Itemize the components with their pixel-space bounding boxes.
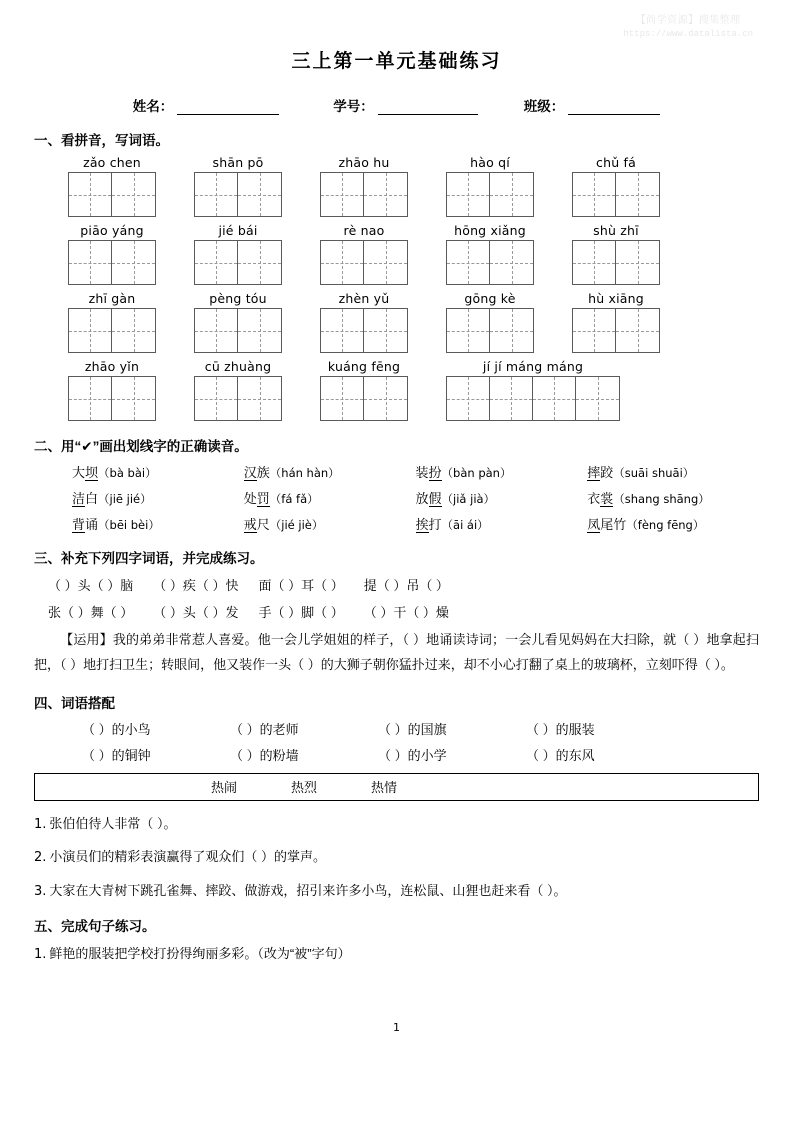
pinyin-word-item (320, 359, 408, 421)
pinyin-options[interactable]: （bàn pàn） (441, 466, 512, 480)
reading-choice-item[interactable] (416, 488, 588, 507)
pinyin-options[interactable]: （jiē jié） (98, 492, 152, 506)
word-bank-box (34, 773, 759, 801)
pinyin-row (34, 155, 759, 217)
tianzige-grid[interactable] (572, 172, 660, 217)
idiom-item[interactable]: （ ）干（ ）燥 (363, 605, 449, 620)
section-3-heading: 三、补充下列四字词语，并完成练习。 (34, 551, 264, 566)
word-prefix: 大 (72, 465, 86, 480)
word-suffix: 诵 (85, 517, 99, 532)
tianzige-cell[interactable] (364, 377, 407, 420)
pinyin-text: jí jí máng máng (482, 359, 584, 374)
tianzige-cell[interactable] (69, 377, 112, 420)
tianzige-grid[interactable] (572, 240, 660, 285)
pinyin-options[interactable]: （bēi bèi） (98, 518, 160, 532)
tianzige-grid[interactable] (572, 308, 660, 353)
tianzige-grid[interactable] (320, 240, 408, 285)
tianzige-cell[interactable] (238, 173, 281, 216)
tianzige-cell[interactable] (321, 241, 364, 284)
reading-choice-item[interactable] (244, 488, 416, 507)
tianzige-cell[interactable] (112, 377, 155, 420)
pinyin-options[interactable]: （fá fǎ） (269, 492, 319, 506)
word-prefix: 处 (243, 491, 257, 506)
section-4-heading: 四、词语搭配 (34, 695, 115, 711)
reading-choice-item[interactable] (72, 462, 244, 481)
pinyin-text: zhāo hu (338, 155, 390, 170)
tianzige-cell[interactable] (490, 241, 533, 284)
word-prefix: 衣 (587, 491, 601, 506)
tianzige-cell[interactable] (112, 173, 155, 216)
collocation-exercise (34, 719, 759, 764)
reading-choice-item[interactable] (587, 462, 759, 481)
pinyin-options[interactable]: （bà bài） (98, 466, 157, 480)
tianzige-cell[interactable] (490, 173, 533, 216)
underlined-character: 罚 (256, 491, 270, 506)
word-suffix: 跤 (600, 465, 614, 480)
section-4-question (34, 814, 759, 835)
pinyin-word-item (572, 223, 660, 285)
underlined-character: 背 (72, 517, 86, 532)
pinyin-text: chǔ fá (596, 155, 636, 170)
tianzige-cell[interactable] (195, 241, 238, 284)
tianzige-cell[interactable] (238, 241, 281, 284)
collocation-item[interactable]: （ ）的铜钟 (82, 747, 151, 763)
tianzige-cell[interactable] (447, 309, 490, 352)
pinyin-word-item (194, 291, 282, 353)
collocation-item[interactable]: （ ）的老师 (230, 721, 299, 737)
underlined-character: 挨 (415, 517, 429, 532)
underlined-character: 假 (428, 491, 442, 506)
pinyin-options[interactable]: （jié jiè） (269, 518, 324, 532)
tianzige-cell[interactable] (112, 309, 155, 352)
collocation-item[interactable]: （ ）的小学 (378, 747, 447, 763)
tianzige-cell[interactable] (69, 309, 112, 352)
pinyin-options[interactable]: （fèng fēng） (626, 518, 705, 532)
checkmark-icon: ✔ (81, 439, 93, 455)
reading-choice-item[interactable] (72, 514, 244, 533)
pinyin-text: zhī gàn (88, 291, 136, 306)
pinyin-word-item (320, 155, 408, 217)
pinyin-word-item (194, 359, 282, 421)
question-text: 大家在大青树下跳孔雀舞、摔跤、做游戏，招引来许多小鸟，连松鼠、山狸也赶来看（ ）。 (49, 882, 567, 898)
tianzige-cell[interactable] (490, 309, 533, 352)
tianzige-cell[interactable] (490, 377, 533, 420)
pinyin-options[interactable]: （hán hàn） (269, 466, 340, 480)
collocation-item[interactable]: （ ）的国旗 (378, 721, 447, 737)
pinyin-text: zhāo yǐn (84, 359, 140, 374)
tianzige-grid[interactable] (68, 376, 156, 421)
pinyin-text: jié bái (218, 223, 258, 238)
section-2-heading-pre: 二、用“ (34, 439, 82, 454)
idiom-item[interactable]: 手（ ）脚（ ） (258, 605, 344, 620)
watermark-url: https://www.datalista.cn (623, 28, 753, 39)
word-bank-item: 热情 (371, 780, 398, 796)
collocation-item[interactable]: （ ）的服装 (526, 721, 595, 737)
word-suffix: 打 (428, 517, 442, 532)
idiom-item[interactable]: 张（ ）舞（ ） (48, 605, 134, 620)
watermark-title: 【尚学资源】搜集整理 (635, 15, 741, 26)
pinyin-options[interactable]: （āi ái） (441, 518, 489, 532)
underlined-character: 坝 (85, 465, 99, 480)
idiom-item[interactable]: 提（ ）吊（ ） (363, 578, 449, 593)
tianzige-cell[interactable] (576, 377, 619, 420)
pinyin-text: cū zhuàng (204, 359, 272, 374)
word-suffix: 尺 (256, 517, 270, 532)
pinyin-word-item (572, 291, 660, 353)
question-text: 张伯伯待人非常（ ）。 (49, 815, 177, 831)
word-suffix: 白 (85, 491, 99, 506)
word-bank-item: 热闹 (211, 780, 238, 796)
word-suffix: 尾竹 (600, 517, 627, 532)
underlined-character: 洁 (72, 491, 86, 506)
pinyin-word-item (320, 223, 408, 285)
idiom-item[interactable]: （ ）头（ ）发 (153, 605, 239, 620)
pinyin-text: pèng tóu (209, 291, 267, 306)
pinyin-word-item (446, 155, 534, 217)
reading-choice-item[interactable] (587, 488, 759, 507)
tianzige-cell[interactable] (195, 173, 238, 216)
question-text: 小演员们的精彩表演赢得了观众们（ ）的掌声。 (49, 849, 327, 865)
tianzige-cell[interactable] (447, 241, 490, 284)
pinyin-word-item (68, 359, 156, 421)
tianzige-grid[interactable] (446, 308, 534, 353)
reading-choice-item[interactable] (244, 514, 416, 533)
pinyin-text: hōng xiǎng (454, 223, 526, 238)
tianzige-grid[interactable] (194, 308, 282, 353)
pinyin-options[interactable]: （shang shāng） (613, 492, 710, 506)
collocation-item[interactable]: （ ）的东风 (526, 747, 595, 763)
word-suffix: 族 (256, 465, 270, 480)
tianzige-cell[interactable] (447, 173, 490, 216)
pinyin-word-item (446, 359, 620, 421)
tianzige-cell[interactable] (573, 241, 616, 284)
student-no-field[interactable] (333, 95, 478, 115)
class-label: 班级： (523, 99, 565, 114)
question-text: 鲜艳的服装把学校打扮得绚丽多彩。（改为“被”字句） (49, 946, 351, 962)
underlined-character: 摔 (587, 465, 601, 480)
reading-choice-row (34, 488, 759, 507)
tianzige-cell[interactable] (616, 241, 659, 284)
pinyin-row (34, 291, 759, 353)
question-number: 2. (34, 850, 47, 866)
page-title: 三上第一单元基础练习 (291, 51, 502, 72)
pinyin-text: hào qí (470, 155, 510, 170)
tianzige-cell[interactable] (238, 377, 281, 420)
tianzige-cell[interactable] (364, 241, 407, 284)
reading-choice-row (34, 462, 759, 481)
idiom-item[interactable]: 面（ ）耳（ ） (258, 578, 344, 593)
name-field[interactable] (133, 95, 280, 115)
tianzige-cell[interactable] (69, 173, 112, 216)
pinyin-text: zhèn yǔ (338, 291, 390, 306)
tianzige-grid[interactable] (320, 376, 408, 421)
tianzige-cell[interactable] (69, 241, 112, 284)
question-number: 3. (34, 883, 47, 899)
student-no-blank[interactable] (378, 101, 478, 115)
pinyin-word-item (320, 291, 408, 353)
tianzige-cell[interactable] (112, 241, 155, 284)
name-blank[interactable] (177, 101, 279, 115)
pinyin-row (34, 223, 759, 285)
idiom-row (34, 575, 759, 594)
tianzige-grid[interactable] (446, 240, 534, 285)
tianzige-cell[interactable] (321, 173, 364, 216)
word-prefix: 装 (415, 465, 429, 480)
student-id-line (34, 95, 759, 115)
idiom-item[interactable]: （ ）疾（ ）快 (153, 578, 239, 593)
pinyin-text: shù zhī (593, 223, 639, 238)
tianzige-grid[interactable] (320, 172, 408, 217)
class-field[interactable] (524, 95, 661, 115)
underlined-character: 裳 (600, 491, 614, 506)
pinyin-word-item (446, 291, 534, 353)
pinyin-word-item (572, 155, 660, 217)
pinyin-word-item (68, 223, 156, 285)
tianzige-grid[interactable] (68, 240, 156, 285)
pinyin-word-item (194, 223, 282, 285)
collocation-row (34, 719, 759, 738)
idiom-exercise (34, 575, 759, 621)
section-1-heading: 一、看拼音，写词语。 (34, 133, 169, 148)
pinyin-row (34, 359, 759, 421)
collocation-row (34, 745, 759, 764)
tianzige-grid[interactable] (194, 172, 282, 217)
tianzige-grid[interactable] (68, 308, 156, 353)
question-number: 1. (34, 816, 47, 832)
collocation-item[interactable]: （ ）的小鸟 (82, 721, 151, 737)
reading-choice-item[interactable] (244, 462, 416, 481)
reading-choice-exercise (34, 462, 759, 533)
tianzige-cell[interactable] (573, 173, 616, 216)
reading-choice-item[interactable] (587, 514, 759, 533)
tianzige-cell[interactable] (364, 309, 407, 352)
pinyin-word-item (446, 223, 534, 285)
tianzige-grid[interactable] (446, 172, 534, 217)
reading-choice-item[interactable] (416, 462, 588, 481)
pinyin-word-item (68, 155, 156, 217)
pinyin-text: hù xiāng (588, 291, 644, 306)
pinyin-text: rè nao (343, 223, 385, 238)
watermark (623, 14, 753, 40)
section-4-question (34, 847, 759, 868)
reading-choice-item[interactable] (416, 514, 588, 533)
student-no-label: 学号： (333, 99, 374, 114)
underlined-character: 凤 (587, 517, 601, 532)
tianzige-grid[interactable] (68, 172, 156, 217)
name-label: 姓名： (132, 99, 174, 114)
tianzige-cell[interactable] (195, 309, 238, 352)
pinyin-text: shān pō (212, 155, 264, 170)
reading-choice-row (34, 514, 759, 533)
underlined-character: 扮 (428, 465, 442, 480)
collocation-item[interactable]: （ ）的粉墙 (230, 747, 299, 763)
tianzige-cell[interactable] (573, 309, 616, 352)
page-number: 1 (393, 1021, 400, 1034)
pinyin-exercise (34, 155, 759, 421)
pinyin-options[interactable]: （jiǎ jià） (441, 492, 496, 506)
tianzige-cell[interactable] (447, 377, 490, 420)
tianzige-cell[interactable] (616, 173, 659, 216)
section-5-heading: 五、完成句子练习。 (34, 919, 156, 935)
word-bank-item: 热烈 (291, 780, 318, 796)
idiom-row (34, 602, 759, 621)
tianzige-grid[interactable] (320, 308, 408, 353)
apply-text: 我的弟弟非常惹人喜爱。他一会儿学姐姐的样子，（ ）地诵读诗词；一会儿看见妈妈在大扫除，就（ ）地拿起扫把，（ ）地打扫卫生；转眼间，他又装作一头（ ）的大狮子朝你猛扑过来，却不小心打翻了桌上的玻璃杯，立刻吓得（ ）。 (34, 632, 759, 673)
pinyin-options[interactable]: （suāi shuāi） (613, 466, 695, 480)
class-blank[interactable] (568, 101, 660, 115)
tianzige-grid[interactable] (194, 376, 282, 421)
underlined-character: 戒 (243, 517, 257, 532)
tianzige-cell[interactable] (533, 377, 576, 420)
tianzige-cell[interactable] (364, 173, 407, 216)
tianzige-cell[interactable] (616, 309, 659, 352)
underlined-character: 汉 (243, 465, 257, 480)
tianzige-cell[interactable] (321, 377, 364, 420)
section-5-question (34, 944, 759, 965)
pinyin-word-item (68, 291, 156, 353)
word-prefix: 放 (415, 491, 429, 506)
pinyin-text: kuáng fēng (327, 359, 401, 374)
section-4-question (34, 881, 759, 902)
pinyin-word-item (194, 155, 282, 217)
tianzige-cell[interactable] (238, 309, 281, 352)
tianzige-grid[interactable] (194, 240, 282, 285)
question-number: 1. (34, 947, 47, 963)
apply-paragraph (34, 627, 759, 678)
pinyin-text: gōng kè (464, 291, 516, 306)
section-2-heading (34, 435, 759, 455)
section-2-heading-post: ”画出划线字的正确读音。 (92, 439, 248, 454)
tianzige-cell[interactable] (321, 309, 364, 352)
pinyin-text: zǎo chen (83, 155, 141, 170)
apply-label: 【运用】 (60, 632, 113, 647)
pinyin-text: piāo yáng (80, 223, 144, 238)
tianzige-grid[interactable] (446, 376, 620, 421)
reading-choice-item[interactable] (72, 488, 244, 507)
idiom-item[interactable]: （ ）头（ ）脑 (48, 578, 134, 593)
tianzige-cell[interactable] (195, 377, 238, 420)
